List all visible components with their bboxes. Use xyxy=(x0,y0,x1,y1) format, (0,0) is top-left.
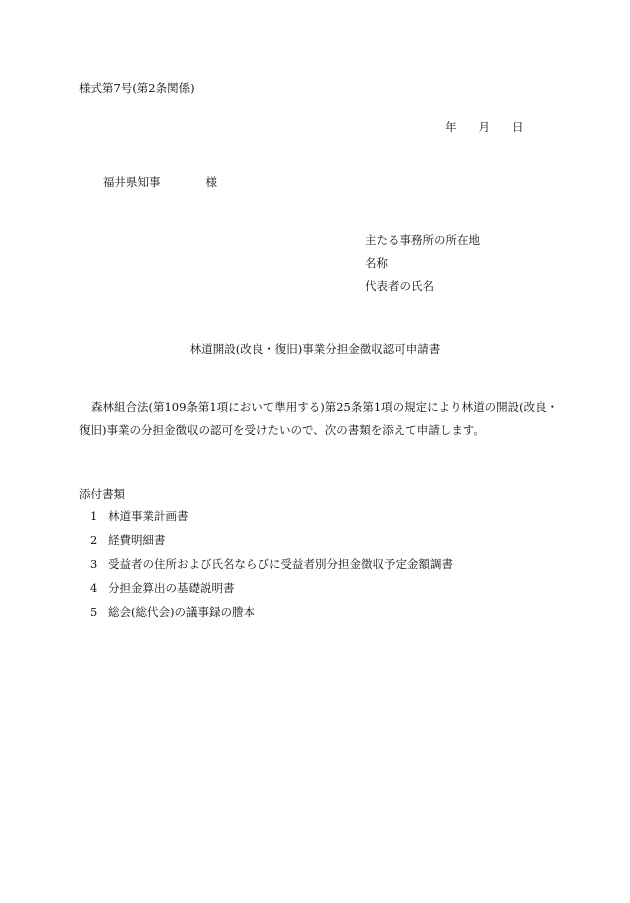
body-text: 森林組合法(第109条第1項において準用する)第25条第1項の規定により林道の開設(改良・復旧)事業の分担金徴収の認可を受けたいので、次の書類を添えて申請します。 xyxy=(79,400,559,437)
list-item xyxy=(90,556,453,580)
applicant-representative-label: 代表者の氏名 xyxy=(365,279,434,293)
addressee xyxy=(103,174,217,190)
date-month: 月 xyxy=(478,120,490,134)
attachment-text: 受益者の住所および氏名ならびに受益者別分担金徴収予定金額調書 xyxy=(108,557,453,571)
attachment-number: 5 xyxy=(90,605,98,619)
list-item xyxy=(90,580,453,604)
attachment-number: 4 xyxy=(90,581,98,595)
attachments-heading: 添付書類 xyxy=(79,487,125,501)
attachment-text: 分担金算出の基礎説明書 xyxy=(108,581,235,595)
date-day: 日 xyxy=(512,120,524,134)
attachments-list xyxy=(90,508,453,628)
attachment-text: 林道事業計画書 xyxy=(108,509,189,523)
date-year: 年 xyxy=(445,120,457,134)
attachment-text: 総会(総代会)の議事録の謄本 xyxy=(108,605,255,619)
document-title: 林道開設(改良・復旧)事業分担金徴収認可申請書 xyxy=(189,342,441,356)
applicant-block xyxy=(365,232,480,301)
date-line xyxy=(445,119,524,135)
addressee-name: 福井県知事 xyxy=(103,175,161,189)
attachment-text: 経費明細書 xyxy=(108,533,166,547)
attachment-number: 1 xyxy=(90,509,98,523)
applicant-name-label: 名称 xyxy=(365,256,388,270)
addressee-honorific: 様 xyxy=(205,175,217,189)
attachment-number: 3 xyxy=(90,557,98,571)
list-item xyxy=(90,532,453,556)
applicant-address-label: 主たる事務所の所在地 xyxy=(365,233,480,247)
attachment-number: 2 xyxy=(90,533,98,547)
list-item xyxy=(90,508,453,532)
form-number: 様式第7号(第2条関係) xyxy=(79,81,195,95)
list-item xyxy=(90,604,453,628)
